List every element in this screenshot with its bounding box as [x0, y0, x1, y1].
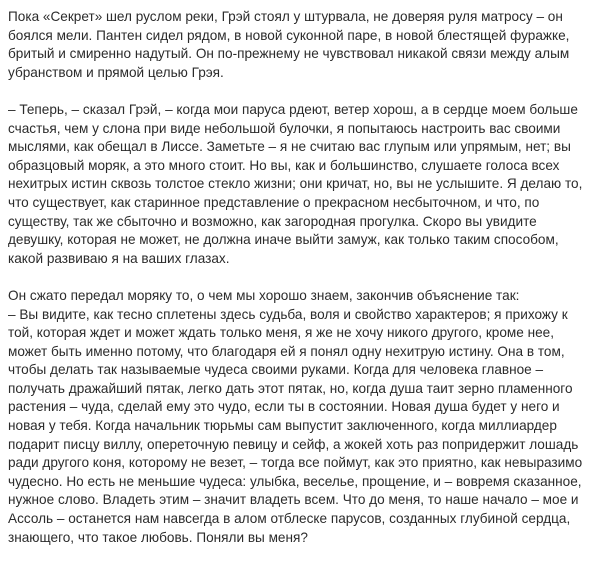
paragraph-3: Он сжато передал моряку то, о чем мы хорошо знаем, закончив объяснение так: – Вы видите, как тесно сплетены здесь судьба, воля и свойство характеров; я прихожу к той, которая ждет и может ждать только меня, я же не хочу никого другого, кроме нее, может быть именно потому, что благодаря ей я понял одну нехитрую истину. Она в том, чтобы делать так называемые чудеса своими руками. Когда для человека главное – получать дражайший пятак, легко дать этот пятак, но, когда душа таит зерно пламенного растения – чуда, сделай ему это чудо, если ты в состоянии. Новая душа будет у него и новая у тебя. Когда начальник тюрьмы сам выпустит заключенного, когда миллиардер подарит писцу виллу, опереточную певицу и сейф, а жокей хоть раз попридержит лошадь ради другого коня, которому не везет, – тогда все поймут, как это приятно, как невыразимо чудесно. Но есть не меньшие чудеса: улыбка, веселье, прощение, и – вовремя сказанное, нужное слово. Владеть этим – значит владеть всем. Что до меня, то наше начало – мое и Ассоль – останется нам навсегда в алом отблеске парусов, созданных глубиной сердца, знающего, что такое любовь. Поняли вы меня? [8, 287, 583, 545]
paragraph-2: – Теперь, – сказал Грэй, – когда мои паруса рдеют, ветер хорош, а в сердце моем больше счастья, чем у слона при виде небольшой булочки, я попытаюсь настроить вас своими мыслями, как обещал в Лиссе. Заметьте – я не считаю вас глупым или упрямым, нет; вы образцовый моряк, а это много стоит. Но вы, как и большинство, слушаете голоса всех нехитрых истин сквозь толстое стекло жизни; они кричат, но, вы не услышите. Я делаю то, что существует, как старинное представление о прекрасном несбыточном, и что, по существу, так же сбыточно и возможно, как загородная прогулка. Скоро вы увидите девушку, которая не может, не должна иначе выйти замуж, как только таким способом, какой развиваю я на ваших глазах. [8, 101, 583, 266]
paragraph-1: Пока «Секрет» шел руслом реки, Грэй стоял у штурвала, не доверяя руля матросу – он боялся мели. Пантен сидел рядом, в новой суконной паре, в новой блестящей фуражке, бритый и смиренно надутый. Он по-прежнему не чувствовал никакой связи между алым убранством и прямой целью Грэя. [8, 9, 570, 80]
